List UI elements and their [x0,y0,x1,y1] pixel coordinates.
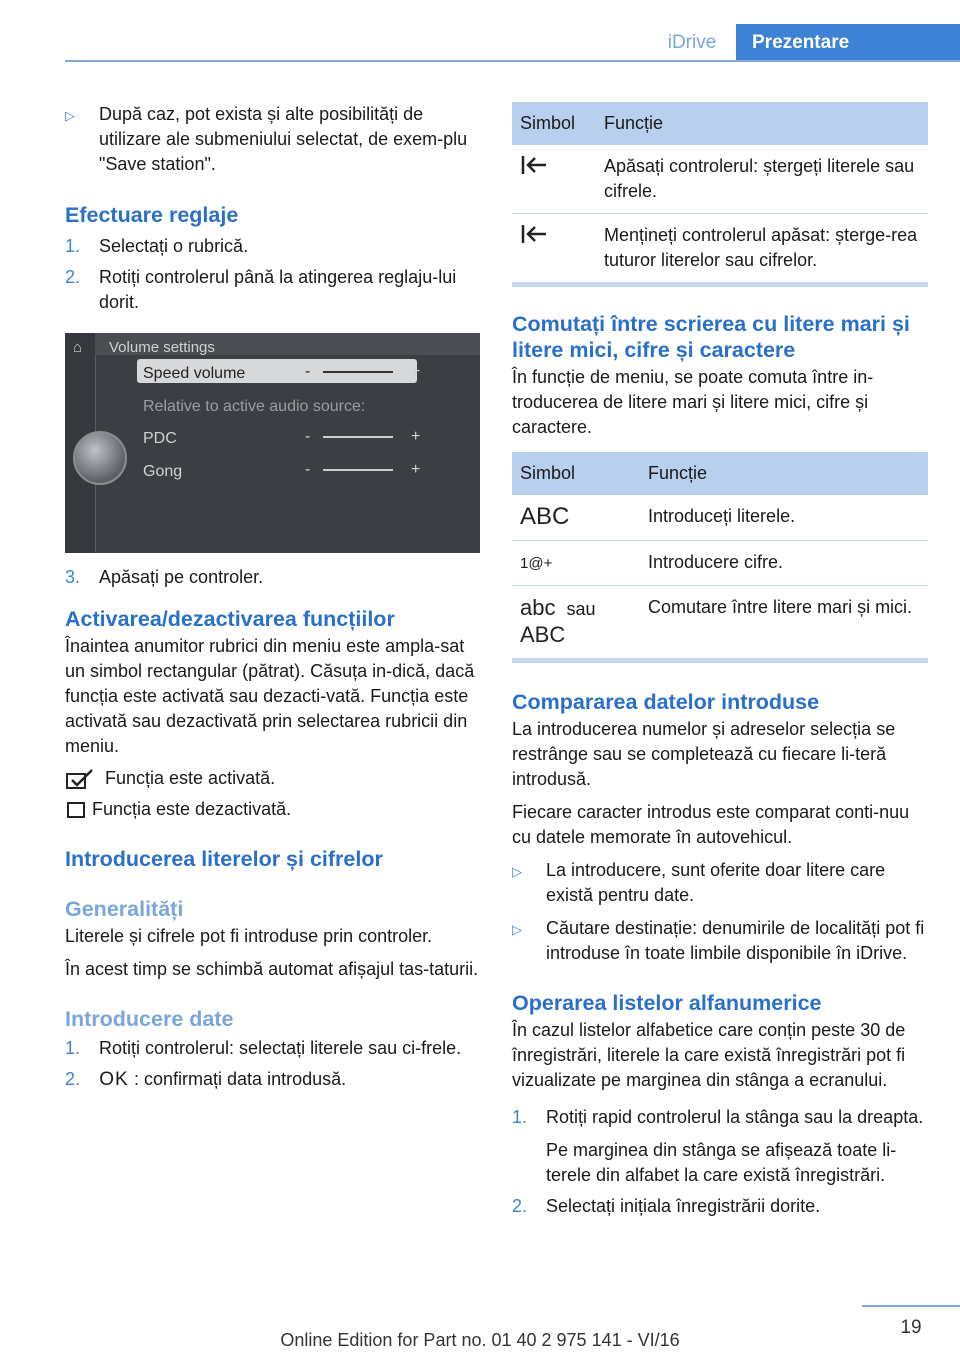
right-column [512,102,928,1219]
step-number: 1. [65,236,81,256]
footer-rule [862,1305,960,1307]
uppercase-abc-icon: ABC [520,503,570,530]
step-text: Rotiți controlerul până la atingerea reglaju‐lui dorit. [99,267,457,312]
step2-text: : confirmați data introdusă. [134,1069,347,1089]
section-title-comutati: Comutați între scrierea cu litere mari și litere mici, cifre și caractere [512,312,910,362]
section-title-introducerea: Introducerea literelor și cifrelor [65,847,383,871]
table-row [512,145,928,214]
table-input-modes [512,452,928,659]
step-text: Rotiți controlerul: selectați literele sau ci‐frele. [99,1038,462,1058]
triangle-bullet-icon: ▷ [65,108,75,123]
general-text-1: Literele și cifrele pot fi introduse prin controler. [65,926,433,946]
compararea-text-2: Fiecare caracter introdus este comparat conti‐nuu cu datele memorate în autovehicul. [512,802,910,847]
bullet-text: Căutare destinație: denumirile de localități pot fi introduse în toate limbile disponibile în iDrive. [546,918,925,963]
lowercase-abc-icon: abc [520,595,556,620]
plus-label: + [411,363,421,380]
page-number: 19 [900,1317,922,1338]
activ-off-row [65,797,480,822]
step-number: 2. [65,267,81,287]
plus-label: + [411,428,421,445]
left-column [65,102,480,1092]
list-item [65,1036,480,1061]
table-header: Simbol [512,452,640,495]
operarea-text: În cazul listelor alfabetice care conțin peste 30 de înregistrări, literele la care există înregistrări pot fi vizualizate pe marginea din stânga a ecranului. [512,1020,906,1090]
step-number: 2. [65,1069,81,1089]
step-text: Apăsați pe controler. [99,567,264,587]
step-text [99,1067,346,1092]
minus-label: - [305,363,311,380]
screen-row-speed-volume: Speed volume [143,365,246,382]
section-title-operarea: Operarea listelor alfanumerice [512,991,822,1015]
slider-track [323,469,393,471]
step-number: 1. [512,1107,528,1127]
list-item [512,1194,928,1219]
table-cell-symbol [512,541,640,586]
general-text-2: În acest timp se schimbă automat afișajul tas‐taturii. [65,959,479,979]
list-item [512,916,928,966]
section-title-compararea: Compararea datelor introduse [512,690,820,714]
list-item [65,565,480,590]
step-main-text: Rotiți rapid controlerul la stânga sau la dreapta. [546,1107,924,1127]
comutati-text: În funcție de meniu, se poate comuta între in‐troducerea de litere mari și litere mici, cifre și caractere. [512,367,874,437]
step-text: Selectați inițiala înregistrării dorite. [546,1196,821,1216]
header-section: iDrive [667,32,717,53]
checkbox-checked-icon [65,768,95,790]
header-rule [65,60,960,62]
table-cell-symbol [512,495,640,541]
header-chapter: Prezentare [736,24,960,62]
screen-row-gong: Gong [143,463,183,480]
table-cell-function: Mențineți controlerul apăsat: șterge‐rea tuturor literelor sau cifrelor. [596,214,928,283]
intro-bullet [65,102,480,177]
controller-knob-icon [73,431,127,485]
table-row [512,586,928,659]
uppercase-abc-icon: ABC [520,622,566,647]
checkbox-empty-icon [65,799,87,821]
slider-track [323,371,393,373]
triangle-bullet-icon: ▷ [512,864,522,879]
subsection-title-generalitati: Generalități [65,897,184,921]
intro-bullet-text: După caz, pot exista și alte posibilități de utilizare ale submeniului selectat, de exem‐plu "Save station". [99,104,468,174]
subsection-title-introducere-date: Introducere date [65,1007,234,1031]
step-number: 2. [512,1196,528,1216]
table-cell-symbol [512,214,596,283]
numbers-symbols-icon: 1@+ [520,555,553,572]
edition-footer: Online Edition for Part no. 01 40 2 975 141 - VI/16 [280,1330,680,1350]
step-sub-text: Pe marginea din stânga se afișează toate li‐terele din alfabet la care există înregistrări. [546,1140,897,1185]
ok-icon: OK [99,1069,129,1090]
table-header: Simbol [512,102,596,145]
list-item [512,1105,928,1188]
compararea-text-1: La introducerea numelor și adreselor selecția se restrânge sau se completează cu fiecare li‐teră introdusă. [512,719,896,789]
minus-label: - [305,461,311,478]
table-row [512,495,928,541]
table-cell-symbol [512,145,596,214]
activ-off-text: Funcția este dezactivată. [92,799,292,819]
triangle-bullet-icon: ▷ [512,922,522,937]
table-row [512,214,928,283]
delete-arrow-icon [520,154,550,176]
activ-on-row [65,766,480,791]
list-item [65,1067,480,1092]
step-text [546,1105,928,1188]
table-row [512,541,928,586]
minus-label: - [305,428,311,445]
screen-row-relative: Relative to active audio source: [143,398,366,415]
section-title-activare: Activarea/dezactivarea funcțiilor [65,607,395,631]
sau-label: sau [566,599,596,619]
slider-track [323,436,393,438]
screen-title: Volume settings [109,339,215,356]
table-cell-function: Apăsați controlerul: ștergeți literele sau cifrele. [596,145,928,214]
activ-on-text: Funcția este activată. [105,768,276,788]
table-cell-function: Introduceți literele. [640,495,928,541]
activare-text: Înaintea anumitor rubrici din meniu este ampla‐sat un simbol rectangular (pătrat). Căsuța in‐dică, dacă funcția este activată sau dezacti‐vată. Funcția este activată sau dezactivată prin selectarea rubricii din meniu. [65,636,475,756]
table-end-rule [512,283,928,287]
section-title-reglaje: Efectuare reglaje [65,203,239,227]
list-item [65,234,480,259]
screen-row-pdc: PDC [143,430,177,447]
step-text: Selectați o rubrică. [99,236,249,256]
delete-arrow-icon [520,223,550,245]
plus-label: + [411,461,421,478]
bullet-text: La introducere, sunt oferite doar litere care există pentru date. [546,860,886,905]
table-end-rule [512,659,928,663]
list-item [512,858,928,908]
home-icon: ⌂ [73,339,83,356]
step-number: 3. [65,567,81,587]
step-number: 1. [65,1038,81,1058]
table-header: Funcție [596,102,928,145]
table-cell-function: Comutare între litere mari și mici. [640,586,928,659]
table-delete-symbols [512,102,928,283]
table-cell-symbol [512,586,640,659]
list-item [65,265,480,315]
volume-settings-screenshot [65,333,480,553]
table-header: Funcție [640,452,928,495]
table-cell-function: Introducere cifre. [640,541,928,586]
